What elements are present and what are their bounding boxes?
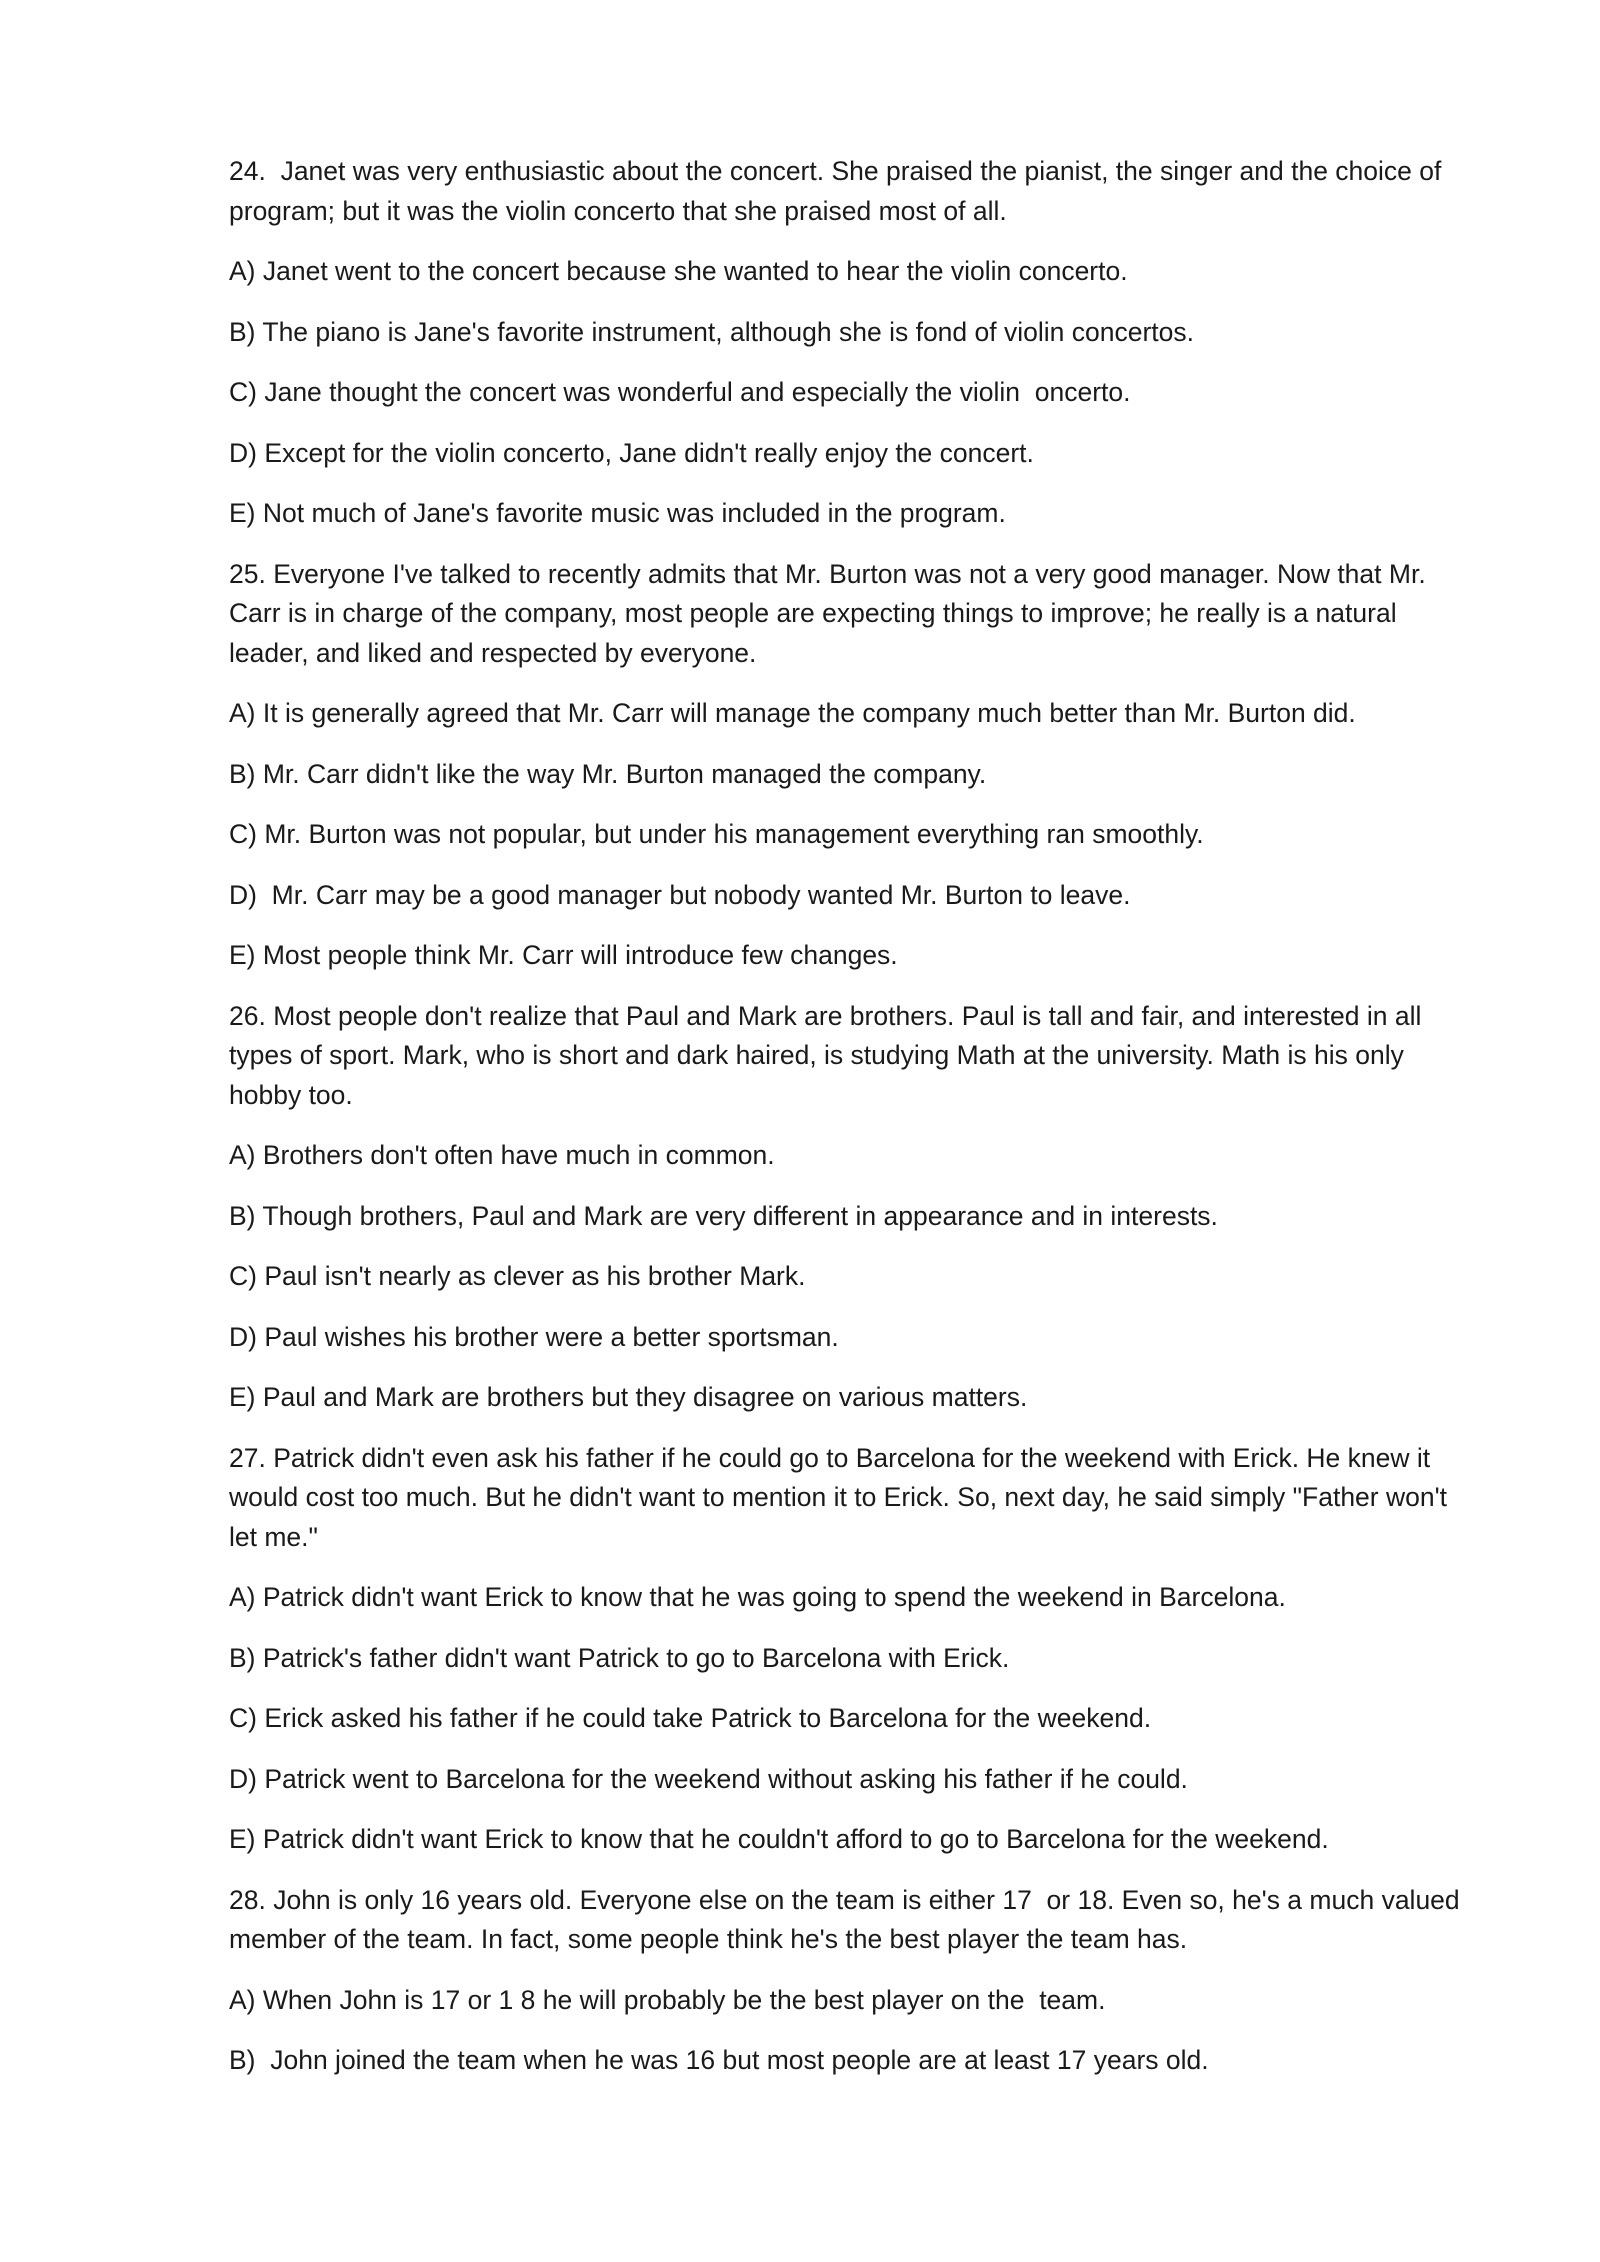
- answer-option-a: A) Brothers don't often have much in common.: [229, 1140, 775, 1170]
- answer-option-c: C) Mr. Burton was not popular, but under his management everything ran smoothly.: [229, 819, 1204, 849]
- answer-option-b: B) Though brothers, Paul and Mark are very different in appearance and in interests.: [229, 1200, 1218, 1231]
- answer-option-a: A) Patrick didn't want Erick to know that he was going to spend the weekend in Barcelona.: [229, 1582, 1286, 1612]
- answer-option-b: B) Patrick's father didn't want Patrick to go to Barcelona with Erick.: [229, 1642, 1010, 1673]
- question-stem: 26. Most people don't realize that Paul and Mark are brothers. Paul is tall and fair, and interested in all types of sport. Mark, who is short and dark haired, is studying Math at the university. Math is his only hobby too.: [229, 1000, 1429, 1110]
- answer-option-c: C) Paul isn't nearly as clever as his brother Mark.: [229, 1261, 806, 1291]
- answer-option-d: D) Paul wishes his brother were a better sportsman.: [229, 1321, 839, 1352]
- answer-option-d: D) Except for the violin concerto, Jane didn't really enjoy the concert.: [229, 437, 1034, 468]
- question-27: [229, 1439, 1479, 1860]
- question-24: [229, 152, 1479, 534]
- answer-option-e: E) Patrick didn't want Erick to know that he couldn't afford to go to Barcelona for the weekend.: [229, 1824, 1329, 1854]
- question-stem: 28. John is only 16 years old. Everyone else on the team is either 17 or 18. Even so, he's a much valued member of the team. In fact, some people think he's the best player the team has.: [229, 1884, 1468, 1954]
- question-stem: 24. Janet was very enthusiastic about the concert. She praised the pianist, the singer and the choice of program; but it was the violin concerto that she praised most of all.: [229, 156, 1449, 226]
- question-25: [229, 555, 1479, 976]
- answer-option-c: C) Erick asked his father if he could take Patrick to Barcelona for the weekend.: [229, 1703, 1152, 1733]
- answer-option-c: C) Jane thought the concert was wonderful and especially the violin oncerto.: [229, 377, 1131, 407]
- answer-option-a: A) Janet went to the concert because she wanted to hear the violin concerto.: [229, 256, 1128, 286]
- answer-option-e: E) Not much of Jane's favorite music was included in the program.: [229, 498, 1006, 528]
- answer-option-a: A) When John is 17 or 1 8 he will probably be the best player on the team.: [229, 1984, 1106, 2015]
- answer-option-e: E) Paul and Mark are brothers but they disagree on various matters.: [229, 1382, 1028, 1412]
- question-26: [229, 997, 1479, 1418]
- answer-option-e: E) Most people think Mr. Carr will introduce few changes.: [229, 940, 898, 970]
- answer-option-b: B) Mr. Carr didn't like the way Mr. Burton managed the company.: [229, 758, 987, 789]
- question-stem: 25. Everyone I've talked to recently admits that Mr. Burton was not a very good manager. Now that Mr. Carr is in charge of the company, most people are expecting things to improve; he really is a natural leader, and liked and respected by everyone.: [229, 558, 1434, 668]
- answer-option-a: A) It is generally agreed that Mr. Carr will manage the company much better than Mr. Burton did.: [229, 698, 1356, 728]
- question-list: [229, 152, 1479, 2102]
- answer-option-d: D) Mr. Carr may be a good manager but nobody wanted Mr. Burton to leave.: [229, 879, 1131, 910]
- question-stem: 27. Patrick didn't even ask his father if he could go to Barcelona for the weekend with Erick. He knew it would cost too much. But he didn't want to mention it to Erick. So, next day, he said simply "Father won't let me.": [229, 1442, 1455, 1552]
- answer-option-d: D) Patrick went to Barcelona for the weekend without asking his father if he could.: [229, 1763, 1188, 1794]
- question-28: [229, 1881, 1479, 2081]
- answer-option-b: B) John joined the team when he was 16 but most people are at least 17 years old.: [229, 2045, 1209, 2075]
- answer-option-b: B) The piano is Jane's favorite instrument, although she is fond of violin concertos.: [229, 316, 1194, 347]
